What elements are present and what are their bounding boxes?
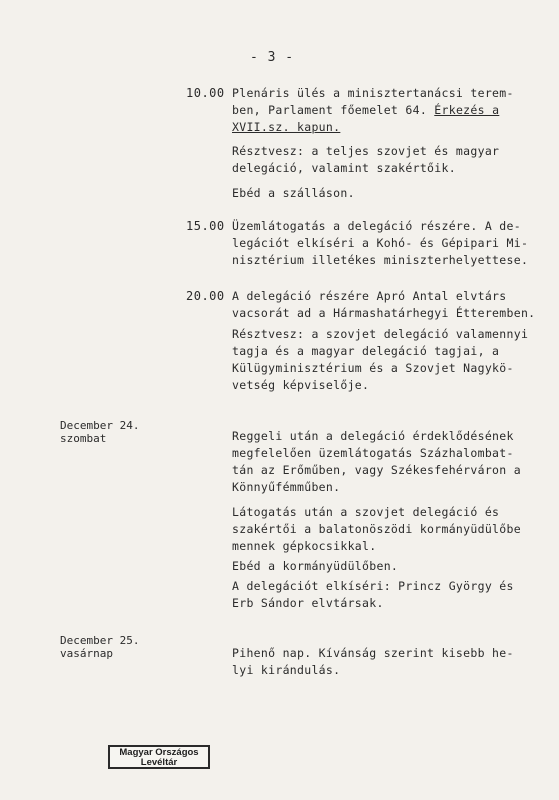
text-line: delegáció, valamint szakértőik. [232, 161, 456, 175]
text-line: Ebéd a szálláson. [232, 186, 355, 200]
text-line: szakértői a balatonöszödi kormányüdülőbe [232, 522, 521, 536]
weekday-label: szombat [60, 432, 107, 445]
entry-10-00 [232, 85, 514, 136]
time-15-00: 15.00 [186, 219, 225, 233]
time-10-00: 10.00 [186, 86, 225, 100]
date-label: December 25. [60, 634, 140, 647]
text-line: Üzemlátogatás a delegáció részére. A de- [232, 219, 521, 233]
entry-dec24-visit [232, 428, 521, 496]
text-line: Erb Sándor elvtársak. [232, 596, 384, 610]
page-number: - 3 - [250, 50, 295, 65]
text-line: nisztérium illetékes miniszterhelyettese. [232, 253, 529, 267]
date-december-24 [60, 419, 139, 445]
underlined-text: XVII.sz. kapun. [232, 120, 341, 134]
entry-15-00 [232, 218, 528, 269]
entry-20-00-participants [232, 326, 528, 394]
date-december-25 [60, 634, 139, 660]
text-line: mennek gépkocsikkal. [232, 539, 377, 553]
text-line: Reggeli után a delegáció érdeklődésének [232, 429, 514, 443]
archive-stamp [108, 745, 210, 769]
text-segment: ben, Parlament főemelet 64. [232, 103, 428, 117]
text-line: A delegációt elkíséri: Princz György és [232, 579, 514, 593]
entry-10-00-lunch [232, 185, 355, 202]
text-line: vacsorát ad a Hármashatárhegyi Étteremben. [232, 306, 536, 320]
text-line: A delegáció részére Apró Antal elvtárs [232, 289, 507, 303]
entry-dec24-escort [232, 578, 514, 612]
entry-dec25 [232, 645, 514, 679]
text-line: lyi kirándulás. [232, 663, 341, 677]
text-line: tán az Erőműben, vagy Székesfehérváron a [232, 463, 521, 477]
entry-dec24-travel [232, 504, 521, 555]
text-line: Látogatás után a szovjet delegáció és [232, 505, 500, 519]
text-line: megfelelően üzemlátogatás Százhalombat- [232, 446, 514, 460]
stamp-line: Levéltár [140, 757, 178, 768]
weekday-label: vasárnap [60, 647, 113, 660]
text-line: Könnyűfémműben. [232, 480, 341, 494]
stamp-line: Magyar Országos [119, 747, 199, 758]
entry-dec24-lunch [232, 558, 398, 575]
entry-10-00-participants [232, 143, 499, 177]
text-line [232, 102, 514, 119]
date-label: December 24. [60, 419, 140, 432]
text-line: Ebéd a kormányüdülőben. [232, 559, 399, 573]
text-line: tagja és a magyar delegáció tagjai, a [232, 344, 500, 358]
text-line: Pihenő nap. Kívánság szerint kisebb he- [232, 646, 514, 660]
underlined-text: Érkezés a [434, 103, 500, 117]
text-line: Plenáris ülés a minisztertanácsi terem- [232, 86, 514, 100]
time-20-00: 20.00 [186, 289, 225, 303]
entry-20-00 [232, 288, 535, 322]
text-line: Külügyminisztérium és a Szovjet Nagykö- [232, 361, 514, 375]
text-line: vetség képviselője. [232, 378, 370, 392]
text-line: Résztvesz: a szovjet delegáció valamennyi [232, 327, 529, 341]
text-line: Résztvesz: a teljes szovjet és magyar [232, 144, 500, 158]
text-line: legációt elkíséri a Kohó- és Gépipari Mi- [232, 236, 529, 250]
